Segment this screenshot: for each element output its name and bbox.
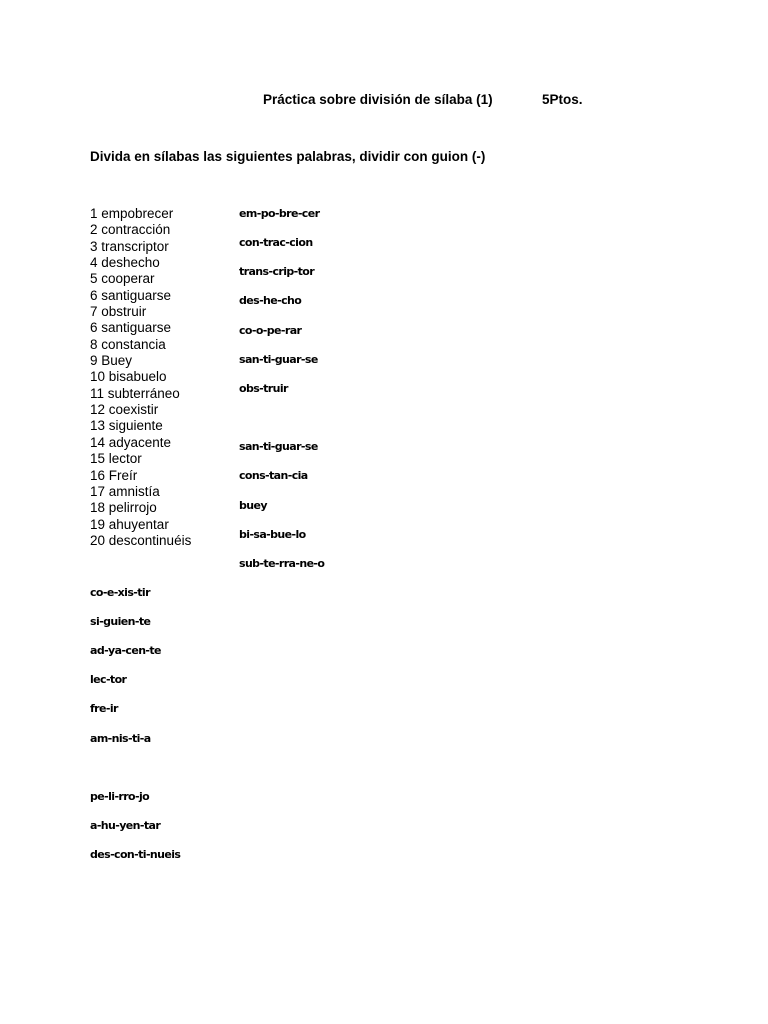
word-item: 10 bisabuelo — [90, 369, 167, 385]
word-item: 17 amnistía — [90, 483, 160, 499]
answer-syllables: des-he-cho — [239, 294, 302, 307]
word-item: 4 deshecho — [90, 255, 160, 271]
word-item: 3 transcriptor — [90, 238, 169, 254]
answer-syllables: lec-tor — [90, 673, 127, 686]
document-title: Práctica sobre división de sílaba (1) — [263, 92, 493, 107]
answer-syllables: co-e-xis-tir — [90, 586, 150, 599]
word-item: 13 siguiente — [90, 418, 163, 434]
points-label: 5Ptos. — [542, 92, 583, 107]
answer-syllables: a-hu-yen-tar — [90, 819, 161, 832]
word-list — [90, 206, 191, 549]
answer-syllables: con-trac-cion — [239, 236, 313, 249]
answer-syllables: san-ti-guar-se — [239, 440, 318, 453]
answer-syllables: em-po-bre-cer — [239, 207, 320, 220]
answer-syllables: co-o-pe-rar — [239, 324, 302, 337]
word-item: 14 adyacente — [90, 434, 172, 450]
answer-syllables: sub-te-rra-ne-o — [239, 557, 325, 570]
answer-syllables: ad-ya-cen-te — [90, 644, 161, 657]
word-item: 11 subterráneo — [90, 385, 180, 401]
word-item: 6 santiguarse — [90, 287, 172, 303]
word-item: 8 constancia — [90, 336, 166, 352]
answer-syllables: obs-truir — [239, 382, 288, 395]
answer-syllables: des-con-ti-nueis — [90, 848, 181, 861]
answer-syllables: buey — [239, 499, 267, 512]
word-item: 5 cooperar — [90, 271, 155, 287]
word-item: 20 descontinuéis — [90, 532, 192, 548]
answer-syllables: trans-crip-tor — [239, 265, 315, 278]
answer-syllables: bi-sa-bue-lo — [239, 528, 306, 541]
instructions-text: Divida en sílabas las siguientes palabras, dividir con guion (-) — [90, 149, 486, 164]
word-item: 1 empobrecer — [90, 206, 174, 221]
word-item: 12 coexistir — [90, 402, 159, 418]
answer-syllables: san-ti-guar-se — [239, 353, 318, 366]
answer-syllables: si-guien-te — [90, 615, 151, 628]
answer-syllables: am-nis-ti-a — [90, 732, 151, 745]
answer-syllables: pe-li-rro-jo — [90, 790, 150, 803]
word-item: 19 ahuyentar — [90, 516, 169, 532]
word-item: 18 pelirrojo — [90, 500, 157, 516]
word-item: 7 obstruir — [90, 304, 147, 320]
answer-syllables: cons-tan-cia — [239, 469, 308, 482]
word-item: 6 santiguarse — [90, 320, 172, 336]
word-item: 2 contracción — [90, 222, 171, 238]
word-item: 9 Buey — [90, 353, 133, 369]
word-item: 15 lector — [90, 451, 142, 467]
word-item: 16 Freír — [90, 467, 138, 483]
answer-syllables: fre-ir — [90, 702, 118, 715]
